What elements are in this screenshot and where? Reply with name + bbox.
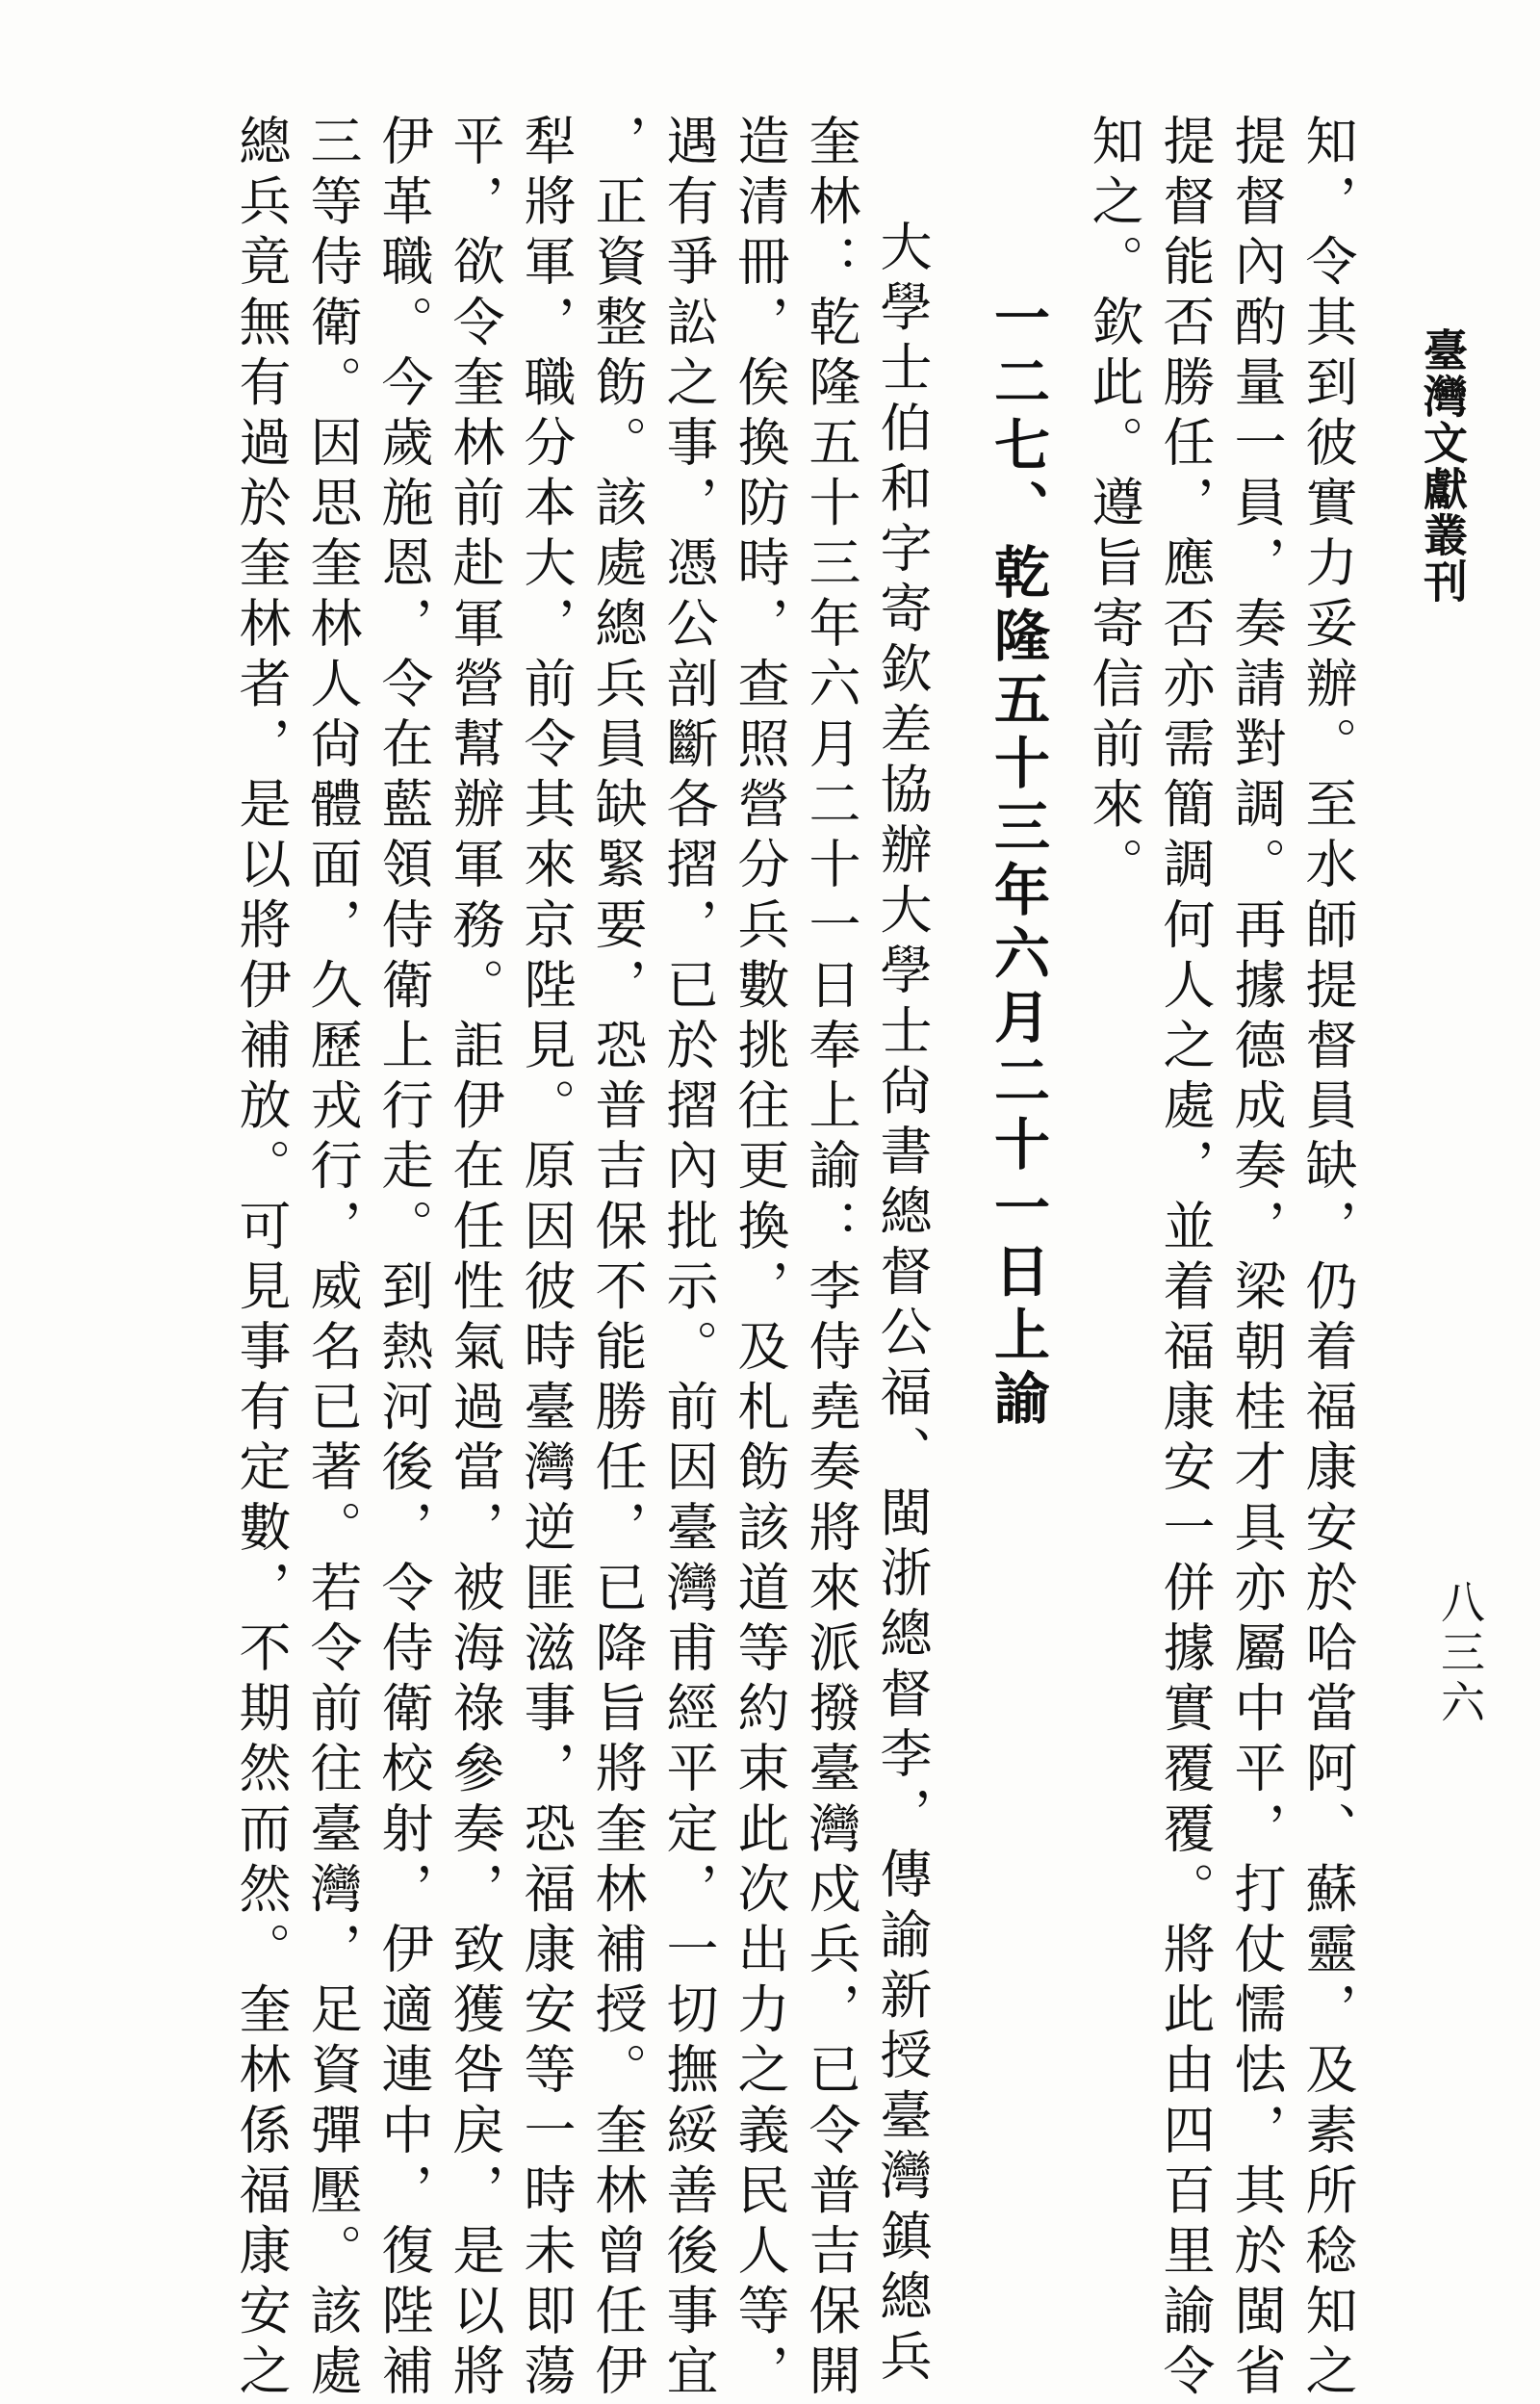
text-line: 平，欲令奎林前赴軍營幫辦軍務。詎伊在任性氣過當，被海祿參奏，致獲咎戾，是以將 <box>445 114 505 2404</box>
page-number: 八三六 <box>1434 1579 1486 1729</box>
text-line: 知，令其到彼實力妥辦。至水師提督員缺，仍着福康安於哈當阿、蘇靈，及素所稔知之 <box>1297 114 1358 2404</box>
text-line: 造清冊，俟換防時，查照營分兵數挑往更換，及札飭該道等約束此次出力之義民人等， <box>730 114 790 2404</box>
text-line: ，正資整飭。該處總兵員缺緊要，恐普吉保不能勝任，已降旨將奎林補授。奎林曾任伊 <box>587 114 648 2404</box>
text-line: 奎林：乾隆五十三年六月二十一日奉上諭：李侍堯奏將來派撥臺灣戍兵，已令普吉保開 <box>801 114 861 2404</box>
running-title: 臺灣文獻叢刊 <box>1417 327 1469 605</box>
text-line: 提督能否勝任，應否亦需簡調何人之處，並着福康安一併據實覆覆。將此由四百里諭令 <box>1155 114 1216 2404</box>
text-line: 犁將軍，職分本大，前令其來京陛見。原因彼時臺灣逆匪滋事，恐福康安等一時未即蕩 <box>516 114 577 2404</box>
text-line: 大學士伯和字寄欽差協辦大學士尙書總督公福、閩浙總督李，傳諭新授臺灣鎮總兵 <box>872 220 933 2390</box>
text-line: 三等侍衛。因思奎林人尙體面，久歷戎行，威名已著。若令前往臺灣，足資彈壓。該處 <box>302 114 363 2404</box>
text-line: 伊革職。今歲施恩，令在藍領侍衛上行走。到熱河後，令侍衛校射，伊適連中，復陛補 <box>373 114 434 2404</box>
section-heading: 一二七、乾隆五十三年六月二十一日上諭 <box>985 289 1050 1433</box>
text-line: 提督內酌量一員，奏請對調。再據德成奏，梁朝桂才具亦屬中平，打仗懦怯，其於閩省 <box>1226 114 1287 2404</box>
text-line: 知之。欽此。遵旨寄信前來。 <box>1084 114 1144 897</box>
text-line: 總兵竟無有過於奎林者，是以將伊補放。可見事有定數，不期然而然。奎林係福康安之 <box>231 114 292 2404</box>
text-line: 遇有爭訟之事，憑公剖斷各摺，已於摺內批示。前因臺灣甫經平定，一切撫綏善後事宜 <box>658 114 719 2404</box>
